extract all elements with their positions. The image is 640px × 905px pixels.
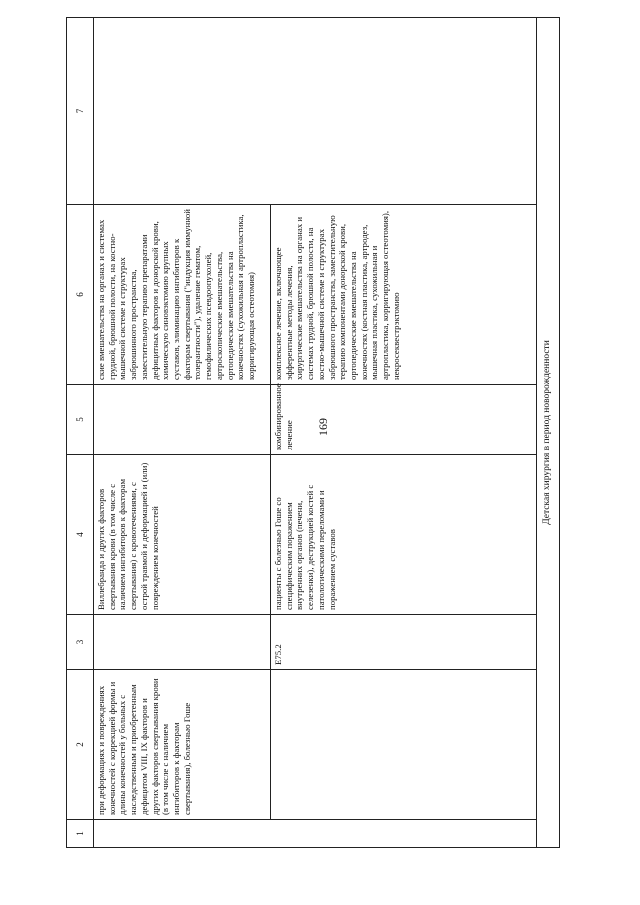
rotated-table-sheet (66, 18, 560, 848)
row-2-col-5: комбинированное лечение (271, 385, 537, 455)
row-1-col-1 (94, 820, 537, 848)
row-1-col-4: Виллебранда и других факторов свертывания крови (в том числе с наличием ингибиторов к факторам свертывания) с кровотечениями, с острой травмой и деформацией и (или) повреждением конечностей (94, 455, 271, 615)
row-2-col-4: пациенты с болезнью Гоше со специфическим поражением внутренних органов (печени, селезенки), деструкцией костей с патологическими переломами и поражением суставов (271, 455, 537, 615)
table-row (94, 18, 271, 848)
section-heading: Детская хирургия в период новорожденности (537, 18, 560, 848)
column-header-7: 7 (67, 18, 94, 205)
column-header-2: 2 (67, 670, 94, 820)
row-1-col-7 (94, 18, 537, 205)
row-1-col-2: при деформациях и повреждениях конечностей с коррекцией формы и длины конечностей у больных с наследственным и приобретенным дефицитом VIII, IX факторов и других факторов свертывания крови (в том числе с наличием ингибиторов к факторам свертывания), болезнью Гоше (94, 670, 271, 820)
row-2-col-3: E75.2 (271, 615, 537, 670)
row-2-col-6: комплексное лечение, включающее эфферентные методы лечения, хирургические вмешательства на органах и системах грудной, брюшной полости, на костно-мышечной системе и структурах забрюшного пространства, заместительную терапию компонентами донорской крови, ортопедические вмешательства на конечностях (костная пластика, артродез, мышечная пластика, сухожильная и артропластика, корригирующая остеотомия), некросеквестрэктомию (271, 205, 537, 385)
row-2-col-2 (271, 670, 537, 820)
row-1-col-3 (94, 615, 271, 670)
column-header-6: 6 (67, 205, 94, 385)
column-header-1: 1 (67, 820, 94, 848)
row-1-col-5 (94, 385, 271, 455)
medical-care-table (66, 17, 560, 848)
column-header-5: 5 (67, 385, 94, 455)
section-heading-row (537, 18, 560, 848)
row-1-col-6: ские вмешательства на органах и системах грудной, брюшной полости, на костно-мышечной системе и структурах забрюшинного пространства, заместительную терапию препаратами дефицитных факторов и донорской крови, химическую синовэктомию крупных суставов, элиминацию ингибиторов к факторам свертывания ("индукция иммунной толерантности"), удаление гематом, гемофилических псевдоопухолей, артроскопические вмешательства, ортопедические вмешательства на конечностях (сухожильная и артропластика, корригирующая остеотомия) (94, 205, 271, 385)
column-header-4: 4 (67, 455, 94, 615)
column-header-row (67, 18, 94, 848)
page-number: 169 (316, 418, 330, 436)
column-header-3: 3 (67, 615, 94, 670)
